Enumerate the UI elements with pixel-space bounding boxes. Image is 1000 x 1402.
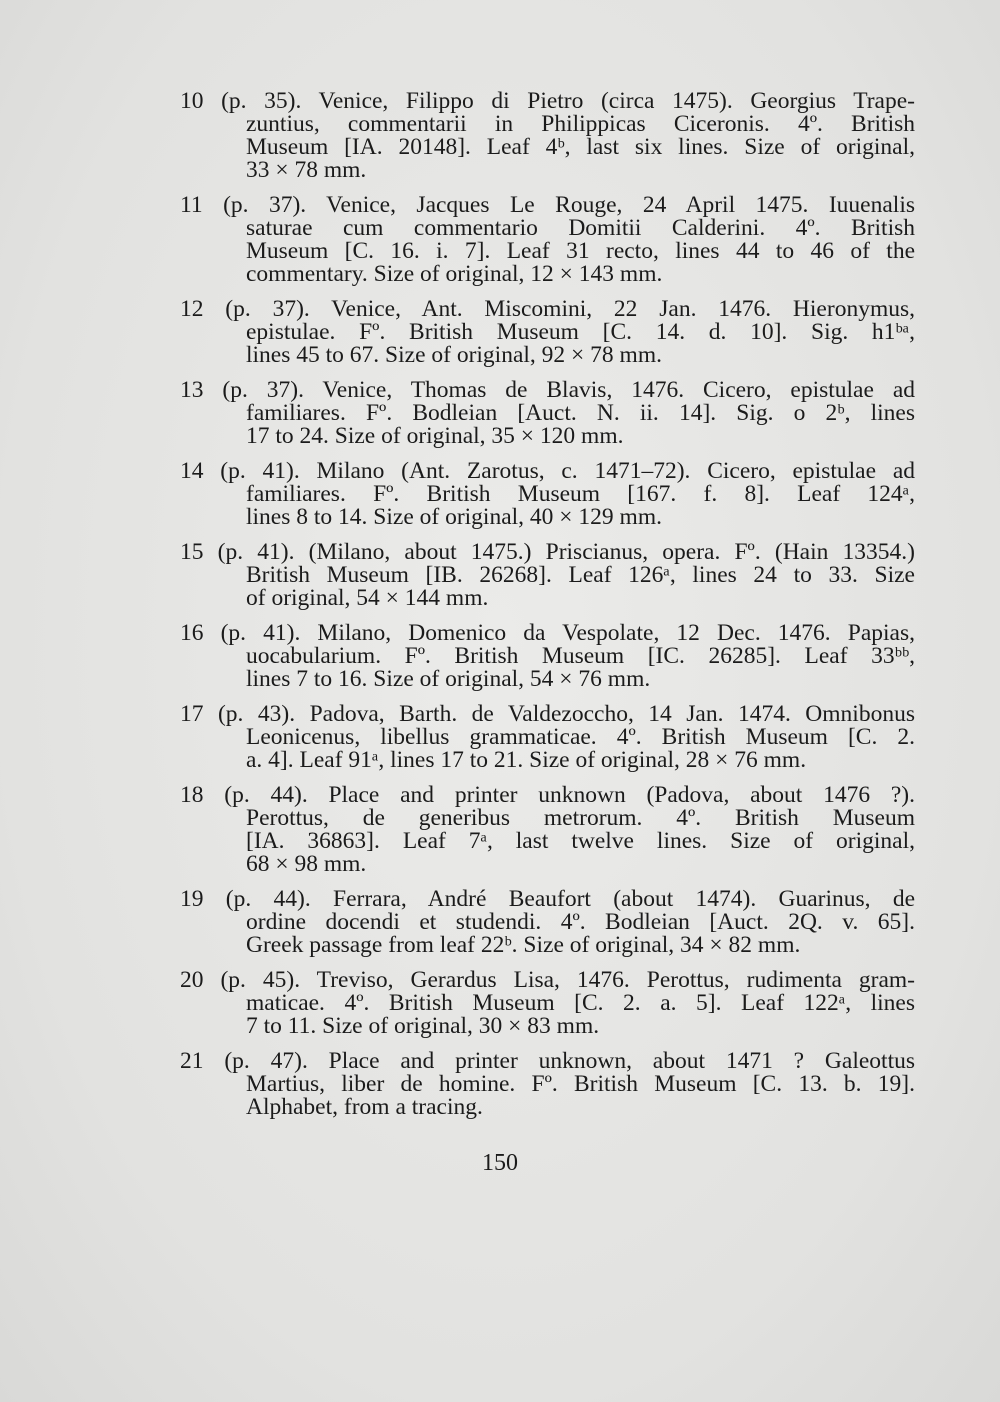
entry-list	[180, 90, 915, 1131]
catalogue-entry-15	[180, 541, 915, 610]
entry-line: 19 (p. 44). Ferrara, André Beaufort (about 1474). Guarinus, de	[180, 886, 915, 912]
entry-line: lines 7 to 16. Size of original, 54 × 76 mm.	[246, 666, 651, 692]
catalogue-entry-11	[180, 194, 915, 286]
catalogue-entry-21	[180, 1050, 915, 1119]
catalogue-entry-10	[180, 90, 915, 182]
entry-line: 21 (p. 47). Place and printer unknown, about 1471 ? Galeottus	[180, 1048, 915, 1074]
catalogue-entry-17	[180, 703, 915, 772]
entry-line: 17 to 24. Size of original, 35 × 120 mm.	[246, 423, 624, 449]
entry-line: 68 × 98 mm.	[246, 851, 367, 877]
entry-line: 14 (p. 41). Milano (Ant. Zarotus, c. 1471–72). Cicero, epistulae ad	[180, 458, 915, 484]
entry-line: 10 (p. 35). Venice, Filippo di Pietro (circa 1475). Georgius Trape-	[180, 88, 915, 114]
entry-line: Museum [C. 16. i. 7]. Leaf 31 recto, lines 44 to 46 of the	[246, 238, 915, 264]
entry-line: Museum [IA. 20148]. Leaf 4ᵇ, last six lines. Size of original,	[246, 134, 915, 160]
entry-line: 13 (p. 37). Venice, Thomas de Blavis, 1476. Cicero, epistulae ad	[180, 377, 915, 403]
entry-line: familiares. Fº. British Museum [167. f. 8]. Leaf 124ᵃ,	[246, 481, 915, 507]
catalogue-entry-16	[180, 622, 915, 691]
entry-line: Greek passage from leaf 22ᵇ. Size of original, 34 × 82 mm.	[246, 932, 801, 958]
entry-line: ordine docendi et studendi. 4º. Bodleian [Auct. 2Q. v. 65].	[246, 909, 915, 935]
entry-line: 16 (p. 41). Milano, Domenico da Vespolate, 12 Dec. 1476. Papias,	[180, 620, 915, 646]
catalogue-entry-20	[180, 969, 915, 1038]
entry-line: 18 (p. 44). Place and printer unknown (Padova, about 1476 ?).	[180, 782, 915, 808]
catalogue-entry-19	[180, 888, 915, 957]
entry-line: 12 (p. 37). Venice, Ant. Miscomini, 22 Jan. 1476. Hieronymus,	[180, 296, 915, 322]
catalogue-entry-12	[180, 298, 915, 367]
entry-line: 11 (p. 37). Venice, Jacques Le Rouge, 24 April 1475. Iuuenalis	[180, 192, 915, 218]
entry-line: 15 (p. 41). (Milano, about 1475.) Priscianus, opera. Fº. (Hain 13354.)	[180, 539, 915, 565]
entry-line: uocabularium. Fº. British Museum [IC. 26285]. Leaf 33ᵇᵇ,	[246, 643, 915, 669]
entry-line: of original, 54 × 144 mm.	[246, 585, 489, 611]
entry-line: commentary. Size of original, 12 × 143 mm.	[246, 261, 663, 287]
entry-line: a. 4]. Leaf 91ᵃ, lines 17 to 21. Size of original, 28 × 76 mm.	[246, 747, 807, 773]
entry-line: Martius, liber de homine. Fº. British Museum [C. 13. b. 19].	[246, 1071, 915, 1097]
entry-line: 17 (p. 43). Padova, Barth. de Valdezoccho, 14 Jan. 1474. Omnibonus	[180, 701, 915, 727]
entry-line: maticae. 4º. British Museum [C. 2. a. 5]. Leaf 122ᵃ, lines	[246, 990, 915, 1016]
entry-line: zuntius, commentarii in Philippicas Ciceronis. 4º. British	[246, 111, 915, 137]
entry-line: lines 45 to 67. Size of original, 92 × 78 mm.	[246, 342, 662, 368]
page-number: 150	[482, 1150, 518, 1176]
entry-line: 7 to 11. Size of original, 30 × 83 mm.	[246, 1013, 600, 1039]
entry-line: 33 × 78 mm.	[246, 157, 367, 183]
entry-line: British Museum [IB. 26268]. Leaf 126ᵃ, lines 24 to 33. Size	[246, 562, 915, 588]
catalogue-entry-14	[180, 460, 915, 529]
entry-line: Perottus, de generibus metrorum. 4º. British Museum	[246, 805, 915, 831]
entry-line: [IA. 36863]. Leaf 7ᵃ, last twelve lines. Size of original,	[246, 828, 915, 854]
catalogue-entry-18	[180, 784, 915, 876]
entry-line: Alphabet, from a tracing.	[246, 1094, 483, 1120]
catalogue-entry-13	[180, 379, 915, 448]
entry-line: epistulae. Fº. British Museum [C. 14. d. 10]. Sig. h1ᵇᵃ,	[246, 319, 915, 345]
entry-line: Leonicenus, libellus grammaticae. 4º. British Museum [C. 2.	[246, 724, 915, 750]
entry-line: saturae cum commentario Domitii Calderini. 4º. British	[246, 215, 915, 241]
entry-line: familiares. Fº. Bodleian [Auct. N. ii. 14]. Sig. o 2ᵇ, lines	[246, 400, 915, 426]
entry-line: 20 (p. 45). Treviso, Gerardus Lisa, 1476. Perottus, rudimenta gram-	[180, 967, 915, 993]
entry-line: lines 8 to 14. Size of original, 40 × 129 mm.	[246, 504, 662, 530]
